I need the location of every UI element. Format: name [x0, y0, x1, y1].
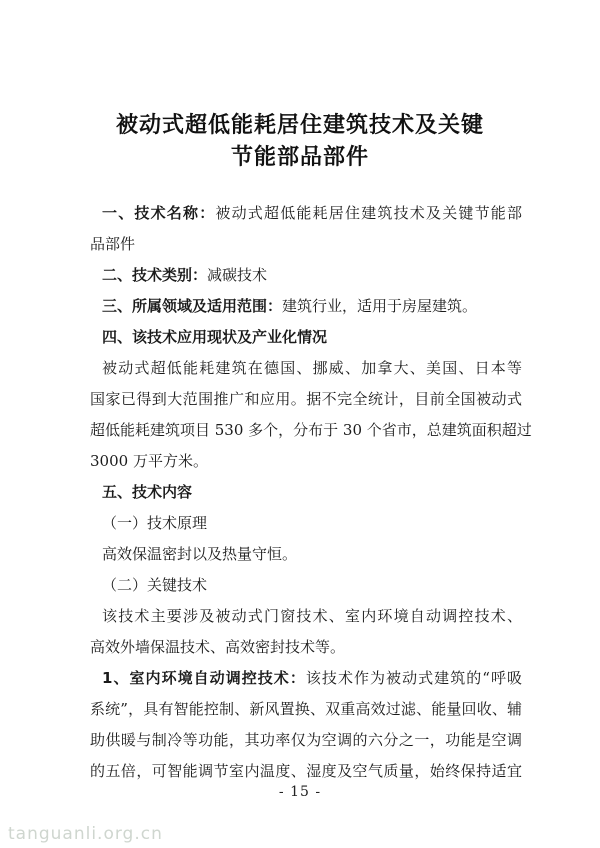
- document-title-line2: 节能部品部件: [230, 144, 369, 170]
- site-watermark: tanguanli.org.cn: [8, 824, 163, 844]
- section-2-heading: 二、技术类别：: [102, 266, 208, 284]
- page-number: - 15 -: [278, 784, 322, 800]
- section-4-para-line1: 被动式超低能耗建筑在德国、挪威、加拿大、美国、日本等: [102, 359, 522, 377]
- key-tech-1-line1: [102, 668, 522, 688]
- key-tech-1-heading: 1、室内环境自动调控技术：: [102, 669, 306, 687]
- section-1-heading: 一、技术名称：: [102, 204, 216, 222]
- section-4-heading: 四、该技术应用现状及产业化情况: [102, 328, 328, 346]
- section-2-line: [102, 265, 522, 285]
- section-3-line: [102, 296, 522, 316]
- section-1-line: [102, 203, 522, 223]
- section-2-text: 减碳技术: [207, 266, 268, 284]
- subsection-2-para-line2: 高效外墙保温技术、高效密封技术等。: [90, 638, 346, 656]
- section-3-text: 建筑行业，适用于房屋建筑。: [282, 297, 478, 315]
- subsection-1-heading: （一）技术原理: [102, 514, 208, 532]
- section-5-heading: 五、技术内容: [102, 483, 193, 501]
- section-4-para-line4: 3000 万平方米。: [90, 452, 208, 470]
- key-tech-1-text: 该技术作为被动式建筑的“呼吸: [305, 669, 522, 687]
- section-4-para-line3: 超低能耗建筑项目 530 多个，分布于 30 个省市，总建筑面积超过: [90, 421, 532, 439]
- document-title-line1: 被动式超低能耗居住建筑技术及关键: [115, 112, 484, 138]
- section-3-heading: 三、所属领域及适用范围：: [102, 297, 283, 315]
- section-1-text: 被动式超低能耗居住建筑技术及关键节能部: [215, 204, 522, 222]
- subsection-2-heading: （二）关键技术: [102, 576, 208, 594]
- key-tech-1-line2: 系统”，具有智能控制、新风置换、双重高效过滤、能量回收、辅: [90, 700, 522, 718]
- section-4-para-line2: 国家已得到大范围推广和应用。据不完全统计，目前全国被动式: [90, 390, 522, 408]
- subsection-2-para-line1: 该技术主要涉及被动式门窗技术、室内环境自动调控技术、: [102, 607, 522, 625]
- key-tech-1-line4: 的五倍，可智能调节室内温度、湿度及空气质量，始终保持适宜: [90, 762, 522, 780]
- section-1-continuation: 品部件: [90, 235, 136, 253]
- subsection-1-text: 高效保温密封以及热量守恒。: [102, 545, 298, 563]
- key-tech-1-line3: 助供暖与制冷等功能，其功率仅为空调的六分之一，功能是空调: [90, 731, 522, 749]
